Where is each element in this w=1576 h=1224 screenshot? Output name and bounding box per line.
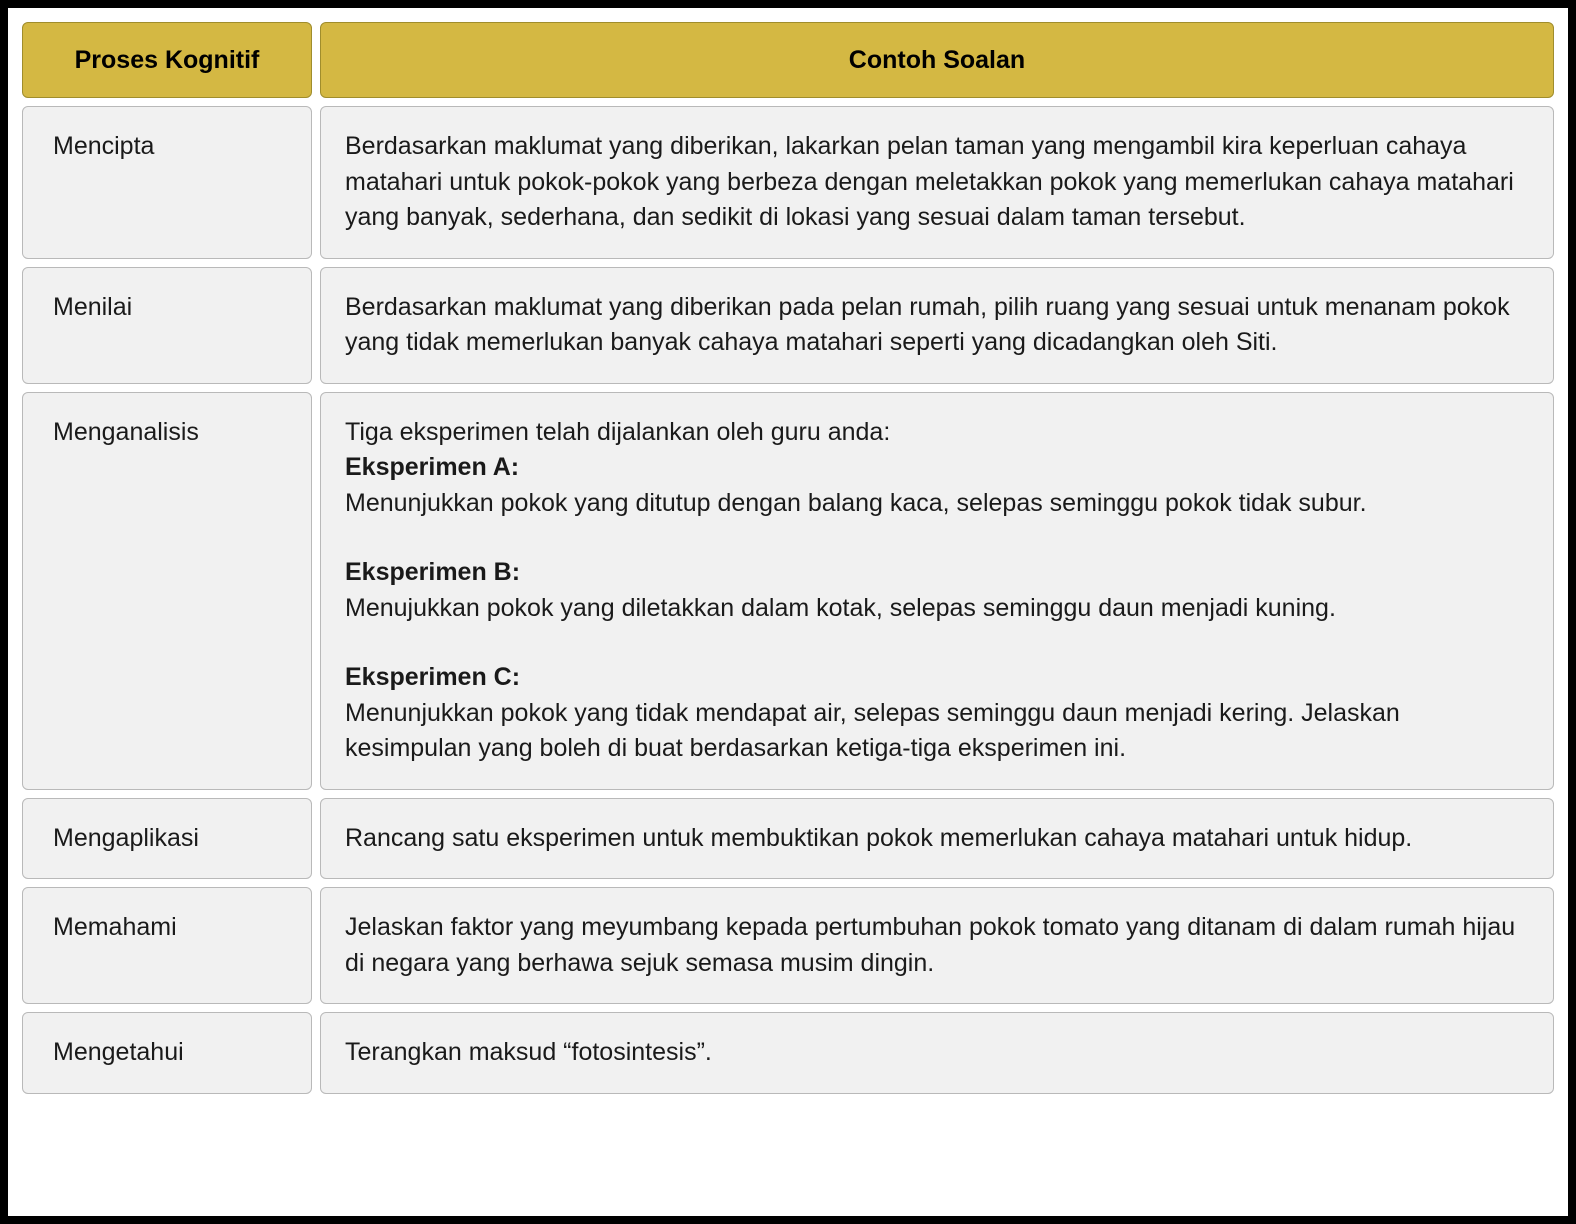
process-label-memahami: Memahami [22,887,312,1004]
eksperimen-b-text: Menujukkan pokok yang diletakkan dalam kotak, selepas seminggu daun menjadi kuning. [345,593,1336,622]
eksperimen-a-label: Eksperimen A: [345,453,520,481]
example-text-mencipta: Berdasarkan maklumat yang diberikan, lakarkan pelan taman yang mengambil kira keperluan cahaya matahari untuk pokok-pokok yang berbeza dengan meletakkan pokok yang memerlukan cahaya matahari yang banyak, sederhana, dan sedikit di lokasi yang sesuai dalam taman tersebut. [320,106,1554,259]
example-text-mengaplikasi: Rancang satu eksperimen untuk membuktikan pokok memerlukan cahaya matahari untuk hidup. [320,798,1554,880]
table-row [22,267,1554,384]
example-text-mengetahui: Terangkan maksud “fotosintesis”. [320,1012,1554,1094]
table-row [22,106,1554,259]
process-label-menganalisis: Menganalisis [22,392,312,790]
table-row [22,798,1554,880]
document-page [8,8,1568,1216]
process-label-menilai: Menilai [22,267,312,384]
example-text-menganalisis [320,392,1554,790]
process-label-mengaplikasi: Mengaplikasi [22,798,312,880]
spacer [345,521,1533,555]
table-row [22,1012,1554,1094]
eksperimen-c-label: Eksperimen C: [345,663,521,691]
spacer [345,626,1533,660]
eksperimen-a-text: Menunjukkan pokok yang ditutup dengan balang kaca, selepas seminggu pokok tidak subur. [345,488,1367,517]
eksperimen-c-text: Menunjukkan pokok yang tidak mendapat air, selepas seminggu daun menjadi kering. Jelaskan kesimpulan yang boleh di buat berdasarkan ketiga-tiga eksperimen ini. [345,698,1400,762]
process-label-mengetahui: Mengetahui [22,1012,312,1094]
example-text-memahami: Jelaskan faktor yang meyumbang kepada pertumbuhan pokok tomato yang ditanam di dalam rumah hijau di negara yang berhawa sejuk semasa musim dingin. [320,887,1554,1004]
analisis-intro: Tiga eksperimen telah dijalankan oleh guru anda: [345,417,891,446]
example-text-menilai: Berdasarkan maklumat yang diberikan pada pelan rumah, pilih ruang yang sesuai untuk menanam pokok yang tidak memerlukan banyak cahaya matahari seperti yang dicadangkan oleh Siti. [320,267,1554,384]
process-label-mencipta: Mencipta [22,106,312,259]
eksperimen-b-label: Eksperimen B: [345,558,521,586]
cognitive-process-table [22,22,1554,1094]
header-proses-kognitif: Proses Kognitif [22,22,312,98]
table-header-row [22,22,1554,98]
header-contoh-soalan: Contoh Soalan [320,22,1554,98]
table-row [22,392,1554,790]
table-row [22,887,1554,1004]
